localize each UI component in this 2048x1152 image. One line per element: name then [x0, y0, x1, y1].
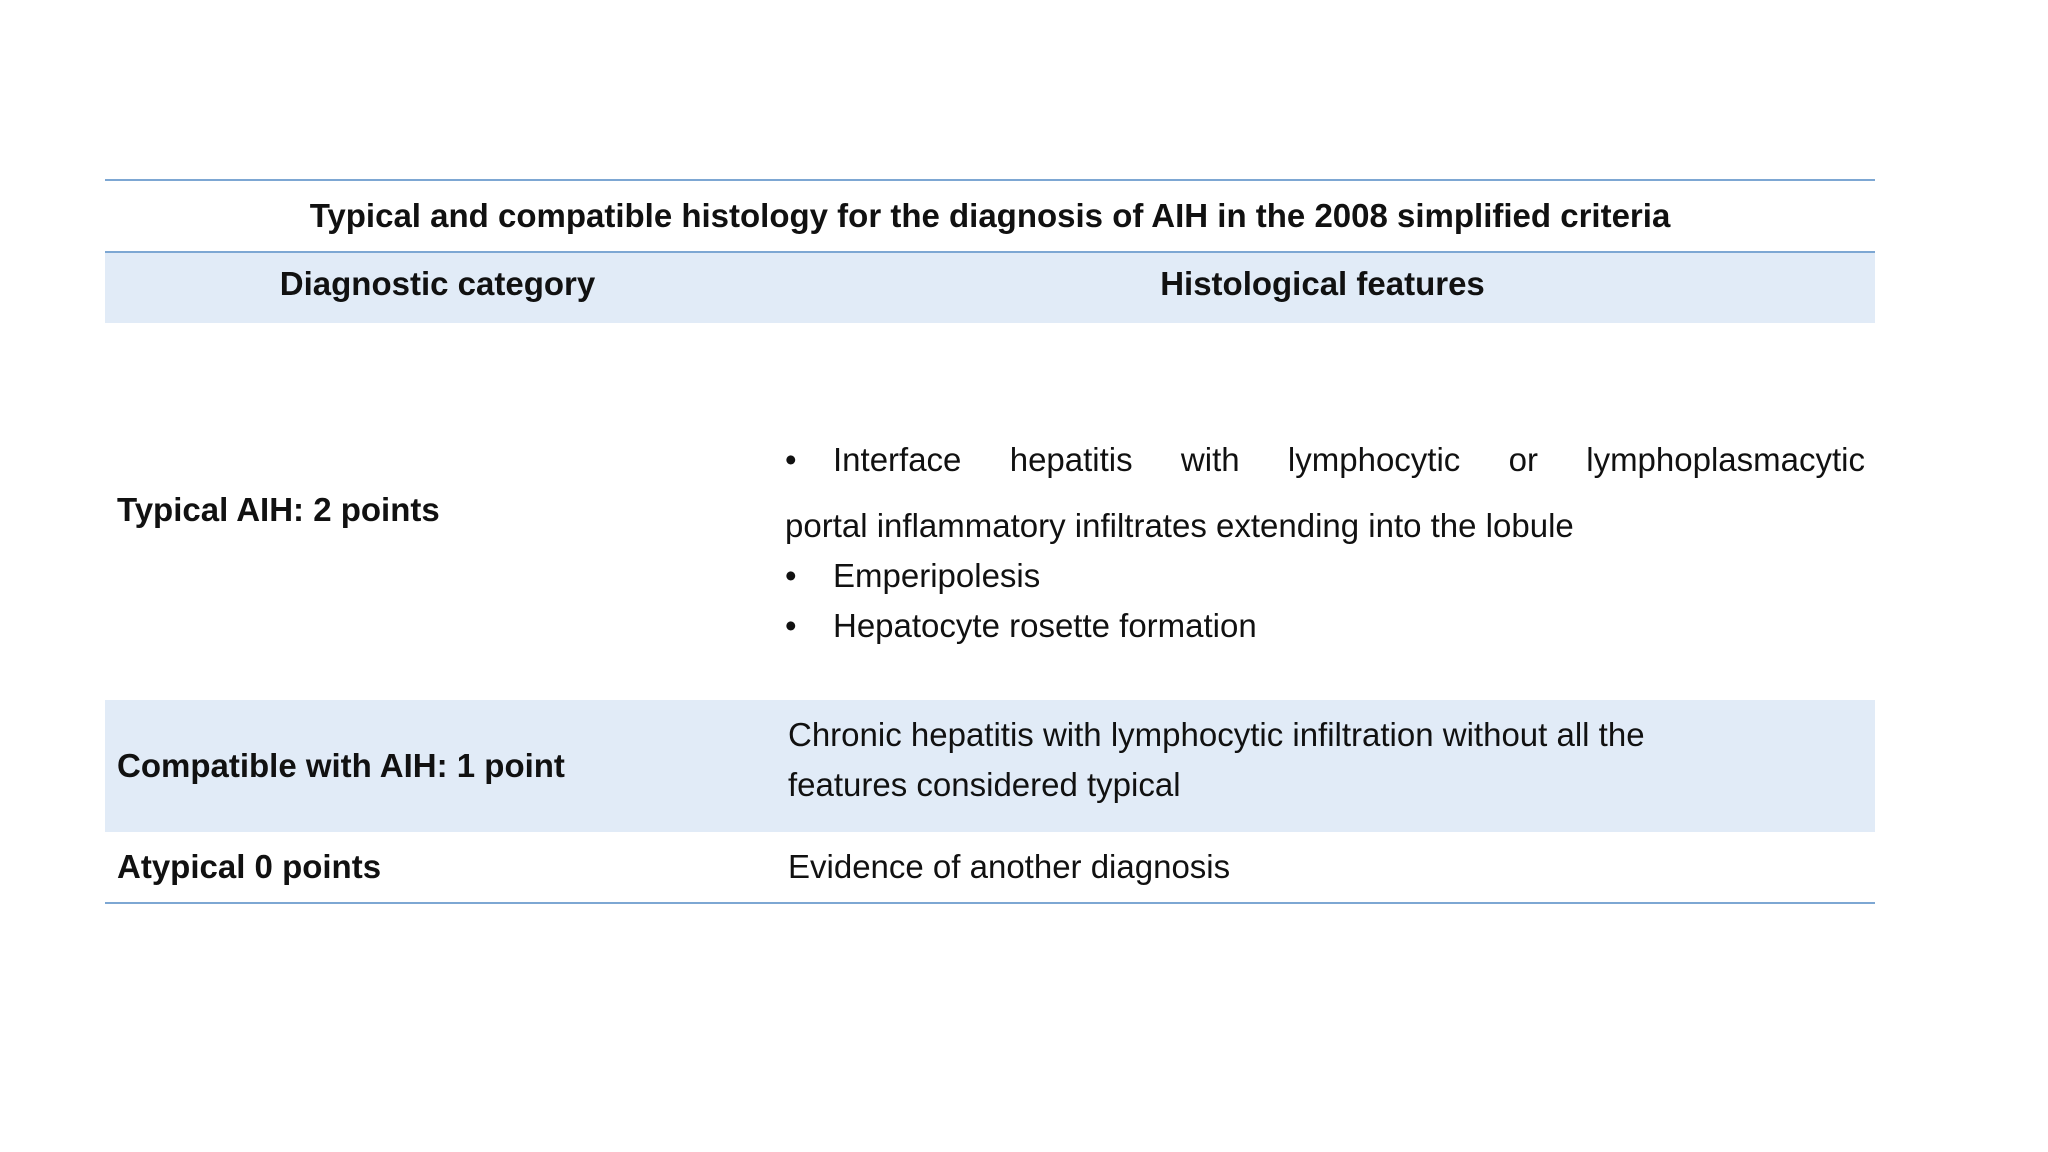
bullet-marker: • [785, 607, 797, 644]
feature-text: Emperipolesis [833, 557, 1041, 594]
table-row-atypical [105, 832, 1875, 902]
feature-text-line-1: Interface hepatitis with lymphocytic or lymphoplasmacytic [833, 441, 1865, 478]
category-atypical: Atypical 0 points [117, 848, 382, 885]
feature-bullet-rosette-formation [785, 606, 1865, 646]
feature-text: Hepatocyte rosette formation [833, 607, 1257, 644]
header-histological-features: Histological features [1160, 265, 1485, 302]
table-row-compatible [105, 700, 1875, 832]
features-compatible [770, 700, 1875, 832]
features-atypical: Evidence of another diagnosis [788, 848, 1231, 885]
category-typical: Typical AIH: 2 points [117, 491, 440, 528]
table-bottom-rule [105, 902, 1875, 904]
feature-bullet-interface-hepatitis [785, 440, 1865, 480]
bullet-marker: • [785, 557, 797, 594]
feature-bullet-emperipolesis [785, 556, 1865, 596]
header-diagnostic-category: Diagnostic category [279, 265, 596, 302]
category-compatible: Compatible with AIH: 1 point [117, 747, 565, 784]
table-row-typical [105, 323, 1875, 700]
feature-text-line-1: Chronic hepatitis with lymphocytic infiltration without all the [788, 716, 1645, 753]
feature-text-line-2: portal inflammatory infiltrates extending into the lobule [785, 507, 1574, 544]
bullet-marker: • [785, 441, 797, 478]
histology-criteria-table [105, 179, 1875, 904]
features-typical [785, 323, 1865, 646]
feature-text-line-2: features considered typical [788, 766, 1181, 803]
table-header-row [105, 253, 1875, 323]
table-title: Typical and compatible histology for the diagnosis of AIH in the 2008 simplified criteria [309, 197, 1671, 234]
